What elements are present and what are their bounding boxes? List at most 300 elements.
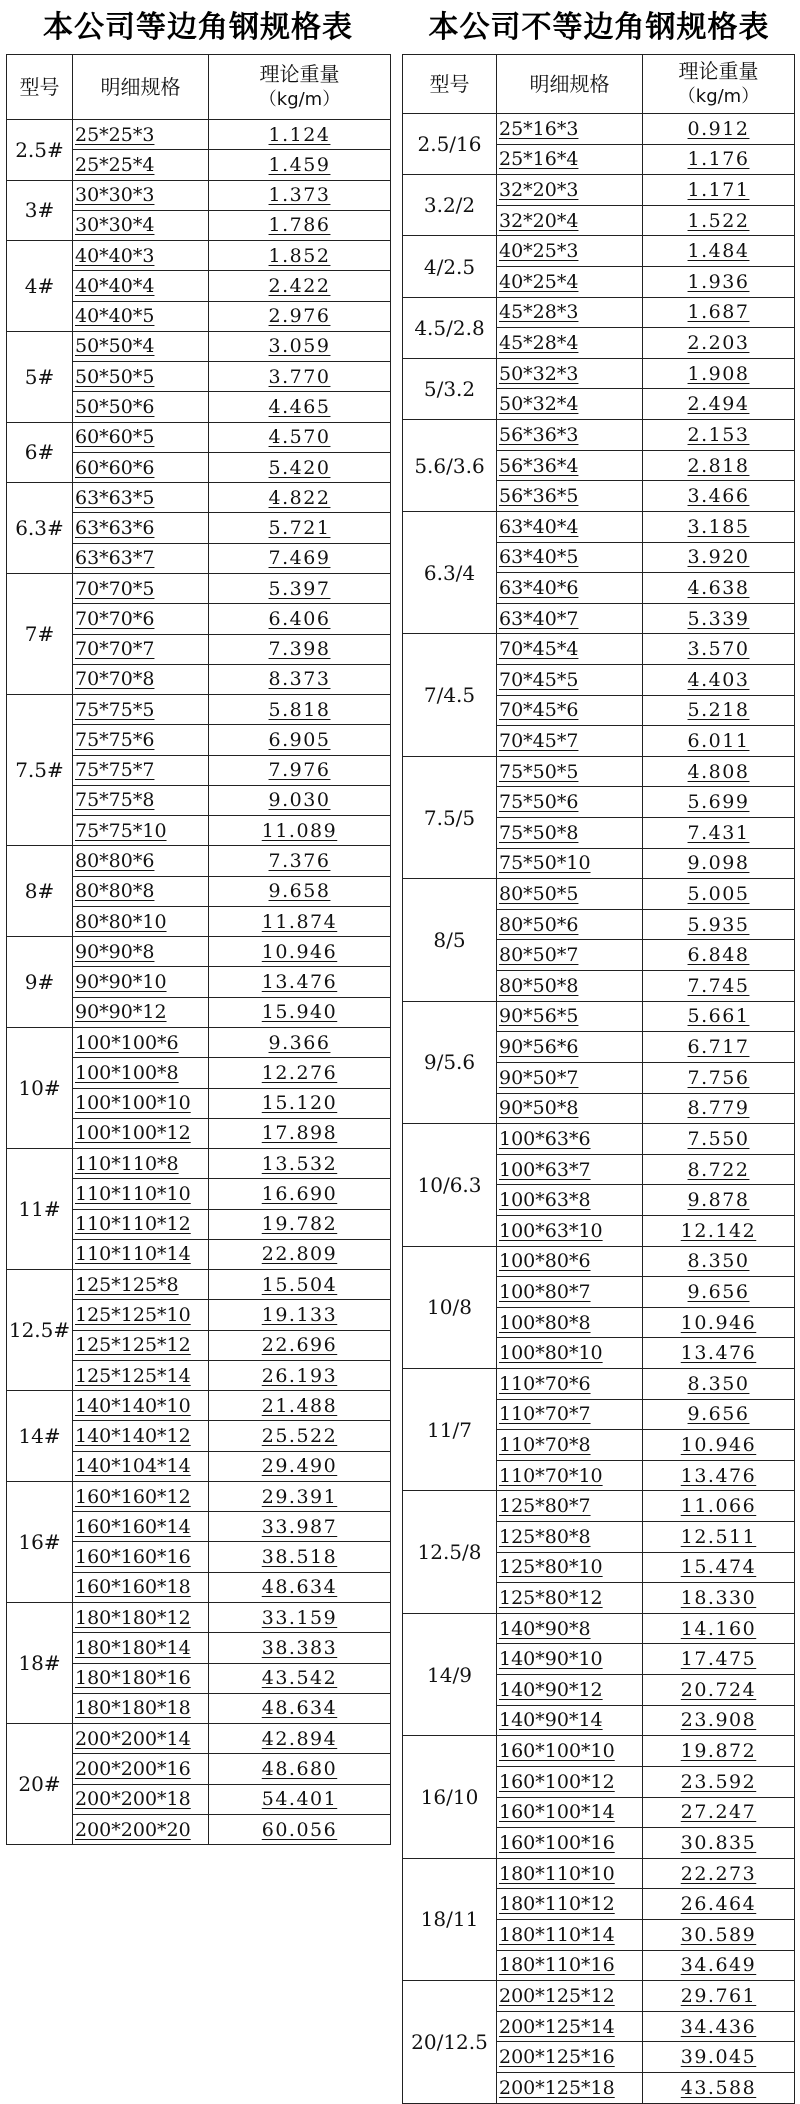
spec-cell: 63*40*7 xyxy=(497,603,643,634)
spec-cell: 40*40*5 xyxy=(73,301,209,331)
spec-cell: 75*50*10 xyxy=(497,848,643,879)
spec-cell: 160*100*10 xyxy=(497,1736,643,1767)
table-header-row xyxy=(7,55,391,120)
table-row xyxy=(7,422,391,452)
weight-cell: 7.469 xyxy=(209,543,391,573)
weight-cell: 1.786 xyxy=(209,210,391,240)
table-row xyxy=(7,1149,391,1179)
spec-cell: 110*110*14 xyxy=(73,1239,209,1269)
model-cell: 11/7 xyxy=(403,1368,497,1490)
table-row xyxy=(7,120,391,150)
table-row xyxy=(403,1001,795,1032)
weight-cell: 54.401 xyxy=(209,1784,391,1814)
weight-cell: 1.908 xyxy=(643,358,795,389)
spec-cell: 75*50*5 xyxy=(497,756,643,787)
weight-cell: 23.908 xyxy=(643,1705,795,1736)
table-row xyxy=(7,1481,391,1511)
spec-cell: 100*100*12 xyxy=(73,1118,209,1148)
spec-cell: 50*50*6 xyxy=(73,392,209,422)
weight-cell: 10.946 xyxy=(643,1307,795,1338)
weight-cell: 15.940 xyxy=(209,997,391,1027)
weight-cell: 15.504 xyxy=(209,1270,391,1300)
weight-cell: 14.160 xyxy=(643,1613,795,1644)
weight-cell: 5.818 xyxy=(209,695,391,725)
spec-cell: 90*90*8 xyxy=(73,937,209,967)
header-spec: 明细规格 xyxy=(497,55,643,114)
model-cell: 4# xyxy=(7,241,73,332)
spec-cell: 75*75*6 xyxy=(73,725,209,755)
unequal-angle-table-title: 本公司不等边角钢规格表 xyxy=(428,10,770,45)
spec-cell: 180*180*14 xyxy=(73,1633,209,1663)
weight-cell: 48.634 xyxy=(209,1572,391,1602)
weight-cell: 38.383 xyxy=(209,1633,391,1663)
spec-cell: 200*125*12 xyxy=(497,1981,643,2012)
weight-cell: 12.276 xyxy=(209,1058,391,1088)
model-cell: 12.5/8 xyxy=(403,1491,497,1613)
weight-cell: 5.935 xyxy=(643,909,795,940)
table-row xyxy=(403,1124,795,1155)
spec-cell: 50*50*4 xyxy=(73,331,209,361)
spec-cell: 63*63*5 xyxy=(73,483,209,513)
spec-cell: 125*80*7 xyxy=(497,1491,643,1522)
spec-cell: 30*30*4 xyxy=(73,210,209,240)
weight-cell: 11.089 xyxy=(209,816,391,846)
weight-cell: 1.373 xyxy=(209,180,391,210)
weight-cell: 1.124 xyxy=(209,120,391,150)
weight-cell: 5.699 xyxy=(643,787,795,818)
spec-cell: 100*63*10 xyxy=(497,1215,643,1246)
model-cell: 8# xyxy=(7,846,73,937)
weight-cell: 30.835 xyxy=(643,1828,795,1859)
table-row xyxy=(7,331,391,361)
spec-cell: 70*45*5 xyxy=(497,664,643,695)
table-row xyxy=(403,634,795,665)
model-cell: 9# xyxy=(7,937,73,1028)
weight-cell: 9.030 xyxy=(209,785,391,815)
model-cell: 20# xyxy=(7,1724,73,1845)
spec-cell: 110*70*8 xyxy=(497,1430,643,1461)
weight-cell: 19.133 xyxy=(209,1300,391,1330)
table-row xyxy=(403,1246,795,1277)
spec-cell: 75*75*8 xyxy=(73,785,209,815)
weight-cell: 26.464 xyxy=(643,1889,795,1920)
header-weight xyxy=(209,55,391,120)
model-cell: 3# xyxy=(7,180,73,241)
weight-cell: 27.247 xyxy=(643,1797,795,1828)
weight-cell: 23.592 xyxy=(643,1766,795,1797)
weight-cell: 9.656 xyxy=(643,1399,795,1430)
header-weight-unit: （kg/m） xyxy=(258,89,341,110)
table-row xyxy=(403,879,795,910)
weight-cell: 22.273 xyxy=(643,1858,795,1889)
spec-cell: 140*90*14 xyxy=(497,1705,643,1736)
spec-cell: 110*70*10 xyxy=(497,1460,643,1491)
spec-cell: 80*80*8 xyxy=(73,876,209,906)
model-cell: 10/6.3 xyxy=(403,1124,497,1246)
weight-cell: 39.045 xyxy=(643,2042,795,2073)
weight-cell: 3.466 xyxy=(643,481,795,512)
weight-cell: 13.476 xyxy=(643,1460,795,1491)
spec-cell: 40*25*4 xyxy=(497,267,643,298)
spec-cell: 110*110*10 xyxy=(73,1179,209,1209)
weight-cell: 5.420 xyxy=(209,452,391,482)
spec-cell: 25*16*4 xyxy=(497,144,643,175)
spec-cell: 70*45*6 xyxy=(497,695,643,726)
table-row xyxy=(403,297,795,328)
spec-cell: 200*125*16 xyxy=(497,2042,643,2073)
spec-cell: 90*50*7 xyxy=(497,1062,643,1093)
spec-cell: 80*50*8 xyxy=(497,971,643,1002)
weight-cell: 3.059 xyxy=(209,331,391,361)
spec-cell: 125*80*10 xyxy=(497,1552,643,1583)
table-row xyxy=(403,1368,795,1399)
table-row xyxy=(403,236,795,267)
weight-cell: 10.946 xyxy=(209,937,391,967)
weight-cell: 7.976 xyxy=(209,755,391,785)
model-cell: 16# xyxy=(7,1481,73,1602)
spec-cell: 180*180*16 xyxy=(73,1663,209,1693)
spec-cell: 110*70*7 xyxy=(497,1399,643,1430)
spec-cell: 56*36*5 xyxy=(497,481,643,512)
spec-cell: 100*100*10 xyxy=(73,1088,209,1118)
model-cell: 12.5# xyxy=(7,1270,73,1391)
weight-cell: 8.722 xyxy=(643,1154,795,1185)
weight-cell: 22.809 xyxy=(209,1239,391,1269)
spec-cell: 180*180*12 xyxy=(73,1603,209,1633)
weight-cell: 11.066 xyxy=(643,1491,795,1522)
spec-cell: 70*70*5 xyxy=(73,573,209,603)
weight-cell: 48.634 xyxy=(209,1693,391,1723)
weight-cell: 0.912 xyxy=(643,114,795,145)
spec-cell: 45*28*4 xyxy=(497,328,643,359)
spec-cell: 160*160*14 xyxy=(73,1512,209,1542)
weight-cell: 4.465 xyxy=(209,392,391,422)
model-cell: 7# xyxy=(7,573,73,694)
header-spec: 明细规格 xyxy=(73,55,209,120)
spec-cell: 70*70*6 xyxy=(73,604,209,634)
spec-cell: 40*40*4 xyxy=(73,271,209,301)
weight-cell: 15.120 xyxy=(209,1088,391,1118)
model-cell: 14/9 xyxy=(403,1613,497,1735)
table-row xyxy=(403,1736,795,1767)
equal-angle-table-body xyxy=(7,120,391,1845)
weight-cell: 3.770 xyxy=(209,362,391,392)
weight-cell: 2.494 xyxy=(643,389,795,420)
weight-cell: 34.436 xyxy=(643,2011,795,2042)
table-row xyxy=(7,180,391,210)
weight-cell: 6.717 xyxy=(643,1032,795,1063)
header-model: 型号 xyxy=(7,55,73,120)
spec-cell: 100*100*6 xyxy=(73,1027,209,1057)
weight-cell: 4.638 xyxy=(643,573,795,604)
table-row xyxy=(403,358,795,389)
model-cell: 2.5# xyxy=(7,120,73,181)
spec-cell: 80*50*6 xyxy=(497,909,643,940)
spec-cell: 140*90*8 xyxy=(497,1613,643,1644)
spec-cell: 100*80*7 xyxy=(497,1277,643,1308)
equal-angle-table-title: 本公司等边角钢规格表 xyxy=(43,10,353,45)
table-row xyxy=(7,846,391,876)
weight-cell: 1.522 xyxy=(643,205,795,236)
spec-cell: 110*110*8 xyxy=(73,1149,209,1179)
model-cell: 20/12.5 xyxy=(403,1981,497,2103)
weight-cell: 8.350 xyxy=(643,1368,795,1399)
weight-cell: 9.656 xyxy=(643,1277,795,1308)
model-cell: 2.5/16 xyxy=(403,114,497,175)
weight-cell: 4.403 xyxy=(643,664,795,695)
weight-cell: 1.936 xyxy=(643,267,795,298)
weight-cell: 30.589 xyxy=(643,1919,795,1950)
weight-cell: 3.570 xyxy=(643,634,795,665)
table-row xyxy=(7,483,391,513)
weight-cell: 3.920 xyxy=(643,542,795,573)
spec-cell: 63*63*6 xyxy=(73,513,209,543)
spec-cell: 75*75*10 xyxy=(73,816,209,846)
spec-cell: 180*180*18 xyxy=(73,1693,209,1723)
table-row xyxy=(7,695,391,725)
weight-cell: 5.397 xyxy=(209,573,391,603)
spec-cell: 125*80*8 xyxy=(497,1522,643,1553)
weight-cell: 9.366 xyxy=(209,1027,391,1057)
weight-cell: 2.203 xyxy=(643,328,795,359)
weight-cell: 4.808 xyxy=(643,756,795,787)
weight-cell: 5.721 xyxy=(209,513,391,543)
weight-cell: 7.376 xyxy=(209,846,391,876)
spec-cell: 56*36*4 xyxy=(497,450,643,481)
weight-cell: 5.661 xyxy=(643,1001,795,1032)
weight-cell: 43.588 xyxy=(643,2073,795,2104)
header-weight xyxy=(643,55,795,114)
spec-cell: 160*160*16 xyxy=(73,1542,209,1572)
spec-cell: 140*140*12 xyxy=(73,1421,209,1451)
weight-cell: 19.872 xyxy=(643,1736,795,1767)
spec-cell: 60*60*5 xyxy=(73,422,209,452)
model-cell: 5.6/3.6 xyxy=(403,420,497,512)
model-cell: 14# xyxy=(7,1391,73,1482)
header-model: 型号 xyxy=(403,55,497,114)
model-cell: 18# xyxy=(7,1603,73,1724)
model-cell: 6.3# xyxy=(7,483,73,574)
spec-cell: 80*80*6 xyxy=(73,846,209,876)
weight-cell: 3.185 xyxy=(643,511,795,542)
model-cell: 10/8 xyxy=(403,1246,497,1368)
model-cell: 8/5 xyxy=(403,879,497,1001)
table-row xyxy=(403,420,795,451)
model-cell: 4/2.5 xyxy=(403,236,497,297)
table-row xyxy=(7,1027,391,1057)
spec-cell: 160*160*18 xyxy=(73,1572,209,1602)
weight-cell: 10.946 xyxy=(643,1430,795,1461)
header-weight-label: 理论重量 xyxy=(259,62,340,86)
weight-cell: 38.518 xyxy=(209,1542,391,1572)
model-cell: 7.5/5 xyxy=(403,756,497,878)
spec-cell: 110*70*6 xyxy=(497,1368,643,1399)
model-cell: 18/11 xyxy=(403,1858,497,1980)
spec-cell: 125*125*14 xyxy=(73,1360,209,1390)
spec-cell: 180*110*12 xyxy=(497,1889,643,1920)
spec-cell: 40*25*3 xyxy=(497,236,643,267)
spec-cell: 90*90*10 xyxy=(73,967,209,997)
weight-cell: 12.142 xyxy=(643,1215,795,1246)
spec-cell: 100*80*6 xyxy=(497,1246,643,1277)
weight-cell: 22.696 xyxy=(209,1330,391,1360)
weight-cell: 29.391 xyxy=(209,1481,391,1511)
weight-cell: 2.422 xyxy=(209,271,391,301)
spec-cell: 56*36*3 xyxy=(497,420,643,451)
spec-cell: 90*90*12 xyxy=(73,997,209,1027)
model-cell: 11# xyxy=(7,1149,73,1270)
spec-cell: 40*40*3 xyxy=(73,241,209,271)
weight-cell: 33.987 xyxy=(209,1512,391,1542)
spec-cell: 90*56*6 xyxy=(497,1032,643,1063)
spec-cell: 80*50*7 xyxy=(497,940,643,971)
weight-cell: 9.878 xyxy=(643,1185,795,1216)
weight-cell: 8.350 xyxy=(643,1246,795,1277)
table-row xyxy=(403,1613,795,1644)
table-row xyxy=(403,114,795,145)
spec-cell: 140*90*12 xyxy=(497,1675,643,1706)
equal-angle-spec-table xyxy=(6,54,391,1845)
spec-cell: 200*125*14 xyxy=(497,2011,643,2042)
spec-cell: 140*90*10 xyxy=(497,1644,643,1675)
spec-cell: 100*63*7 xyxy=(497,1154,643,1185)
spec-cell: 160*100*16 xyxy=(497,1828,643,1859)
spec-cell: 63*40*5 xyxy=(497,542,643,573)
spec-cell: 140*140*10 xyxy=(73,1391,209,1421)
spec-cell: 180*110*10 xyxy=(497,1858,643,1889)
model-cell: 7/4.5 xyxy=(403,634,497,756)
spec-cell: 25*25*4 xyxy=(73,150,209,180)
weight-cell: 26.193 xyxy=(209,1360,391,1390)
weight-cell: 48.680 xyxy=(209,1754,391,1784)
spec-cell: 70*45*4 xyxy=(497,634,643,665)
spec-cell: 100*100*8 xyxy=(73,1058,209,1088)
spec-cell: 125*125*8 xyxy=(73,1270,209,1300)
spec-cell: 200*200*14 xyxy=(73,1724,209,1754)
weight-cell: 11.874 xyxy=(209,906,391,936)
spec-cell: 70*70*8 xyxy=(73,664,209,694)
table-row xyxy=(403,1981,795,2012)
spec-cell: 63*40*4 xyxy=(497,511,643,542)
spec-cell: 25*16*3 xyxy=(497,114,643,145)
spec-cell: 180*110*14 xyxy=(497,1919,643,1950)
model-cell: 10# xyxy=(7,1027,73,1148)
spec-cell: 70*70*7 xyxy=(73,634,209,664)
table-row xyxy=(7,1270,391,1300)
weight-cell: 8.779 xyxy=(643,1093,795,1124)
weight-cell: 42.894 xyxy=(209,1724,391,1754)
model-cell: 16/10 xyxy=(403,1736,497,1858)
spec-cell: 110*110*12 xyxy=(73,1209,209,1239)
weight-cell: 5.218 xyxy=(643,695,795,726)
weight-cell: 7.756 xyxy=(643,1062,795,1093)
weight-cell: 2.818 xyxy=(643,450,795,481)
weight-cell: 2.976 xyxy=(209,301,391,331)
spec-cell: 90*56*5 xyxy=(497,1001,643,1032)
table-row xyxy=(7,241,391,271)
spec-cell: 80*50*5 xyxy=(497,879,643,910)
weight-cell: 6.848 xyxy=(643,940,795,971)
spec-cell: 60*60*6 xyxy=(73,452,209,482)
weight-cell: 33.159 xyxy=(209,1603,391,1633)
weight-cell: 4.822 xyxy=(209,483,391,513)
weight-cell: 7.398 xyxy=(209,634,391,664)
weight-cell: 1.459 xyxy=(209,150,391,180)
weight-cell: 1.687 xyxy=(643,297,795,328)
spec-cell: 50*32*3 xyxy=(497,358,643,389)
weight-cell: 60.056 xyxy=(209,1814,391,1844)
weight-cell: 17.475 xyxy=(643,1644,795,1675)
weight-cell: 13.476 xyxy=(643,1338,795,1369)
weight-cell: 9.658 xyxy=(209,876,391,906)
header-weight-label: 理论重量 xyxy=(678,59,759,83)
weight-cell: 20.724 xyxy=(643,1675,795,1706)
table-row xyxy=(403,1491,795,1522)
spec-cell: 90*50*8 xyxy=(497,1093,643,1124)
weight-cell: 25.522 xyxy=(209,1421,391,1451)
weight-cell: 43.542 xyxy=(209,1663,391,1693)
weight-cell: 19.782 xyxy=(209,1209,391,1239)
spec-cell: 180*110*16 xyxy=(497,1950,643,1981)
table-row xyxy=(403,175,795,206)
weight-cell: 21.488 xyxy=(209,1391,391,1421)
unequal-angle-table-body xyxy=(403,114,795,2104)
spec-cell: 160*160*12 xyxy=(73,1481,209,1511)
spec-cell: 75*50*6 xyxy=(497,787,643,818)
model-cell: 9/5.6 xyxy=(403,1001,497,1123)
weight-cell: 7.550 xyxy=(643,1124,795,1155)
weight-cell: 34.649 xyxy=(643,1950,795,1981)
table-row xyxy=(403,511,795,542)
spec-cell: 125*125*10 xyxy=(73,1300,209,1330)
spec-cell: 100*63*6 xyxy=(497,1124,643,1155)
model-cell: 5/3.2 xyxy=(403,358,497,419)
weight-cell: 5.005 xyxy=(643,879,795,910)
spec-cell: 25*25*3 xyxy=(73,120,209,150)
spec-cell: 100*80*8 xyxy=(497,1307,643,1338)
spec-cell: 200*200*20 xyxy=(73,1814,209,1844)
unequal-angle-spec-table xyxy=(402,54,795,2104)
model-cell: 6.3/4 xyxy=(403,511,497,633)
weight-cell: 29.490 xyxy=(209,1451,391,1481)
spec-cell: 125*80*12 xyxy=(497,1583,643,1614)
spec-cell: 200*200*16 xyxy=(73,1754,209,1784)
table-row xyxy=(7,937,391,967)
spec-cell: 200*200*18 xyxy=(73,1784,209,1814)
table-row xyxy=(7,573,391,603)
weight-cell: 1.852 xyxy=(209,241,391,271)
spec-cell: 140*104*14 xyxy=(73,1451,209,1481)
spec-cell: 100*63*8 xyxy=(497,1185,643,1216)
table-row xyxy=(7,1724,391,1754)
table-row xyxy=(403,1858,795,1889)
spec-cell: 70*45*7 xyxy=(497,726,643,757)
spec-cell: 75*50*8 xyxy=(497,818,643,849)
table-row xyxy=(7,1391,391,1421)
weight-cell: 15.474 xyxy=(643,1552,795,1583)
weight-cell: 8.373 xyxy=(209,664,391,694)
spec-cell: 75*75*5 xyxy=(73,695,209,725)
spec-cell: 32*20*4 xyxy=(497,205,643,236)
spec-cell: 75*75*7 xyxy=(73,755,209,785)
weight-cell: 9.098 xyxy=(643,848,795,879)
model-cell: 3.2/2 xyxy=(403,175,497,236)
weight-cell: 6.011 xyxy=(643,726,795,757)
weight-cell: 4.570 xyxy=(209,422,391,452)
spec-cell: 50*32*4 xyxy=(497,389,643,420)
weight-cell: 29.761 xyxy=(643,1981,795,2012)
spec-cell: 100*80*10 xyxy=(497,1338,643,1369)
